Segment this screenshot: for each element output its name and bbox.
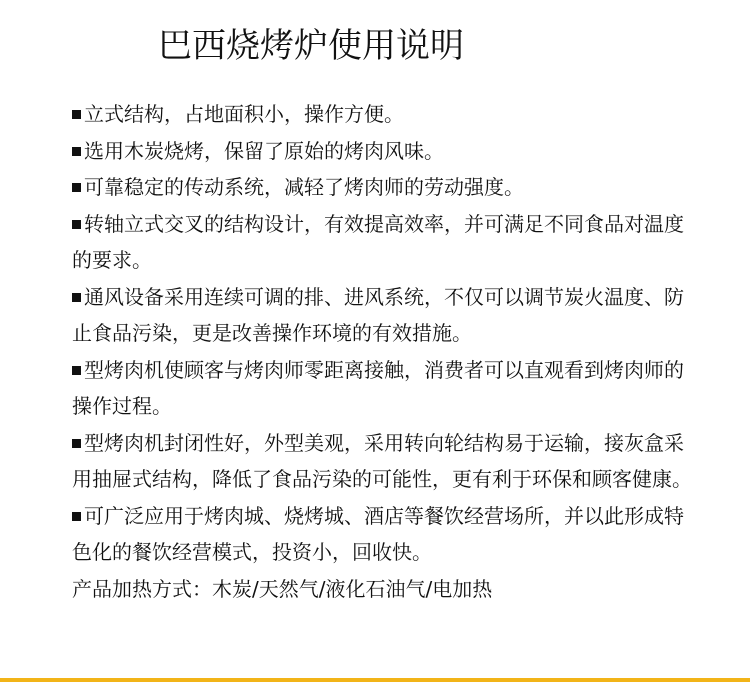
feature-item: [72, 169, 702, 206]
feature-item: [72, 425, 702, 498]
bullet-square-icon: [72, 293, 81, 302]
bullet-square-icon: [72, 147, 81, 156]
feature-item: [72, 279, 702, 352]
feature-text: 通风设备采用连续可调的排、进风系统，不仅可以调节炭火温度、防止食品污染，更是改善操作环境的有效措施。: [72, 284, 684, 345]
feature-text: 转轴立式交叉的结构设计，有效提高效率，并可满足不同食品对温度的要求。: [72, 211, 684, 272]
feature-item: [72, 133, 702, 170]
feature-list: [72, 96, 702, 571]
bullet-square-icon: [72, 110, 81, 119]
bullet-square-icon: [72, 439, 81, 448]
feature-item: [72, 96, 702, 133]
feature-item: [72, 498, 702, 571]
feature-text: 选用木炭烧烤，保留了原始的烤肉风味。: [84, 138, 444, 163]
feature-text: 型烤肉机封闭性好，外型美观，采用转向轮结构易于运输，接灰盒采用抽屉式结构，降低了食品污染的可能性，更有利于环保和顾客健康。: [72, 430, 692, 491]
bullet-square-icon: [72, 183, 81, 192]
instructions-body: [72, 96, 702, 607]
feature-item: [72, 352, 702, 425]
bullet-square-icon: [72, 220, 81, 229]
bullet-square-icon: [72, 366, 81, 375]
feature-item: [72, 206, 702, 279]
bullet-square-icon: [72, 512, 81, 521]
page-title: 巴西烧烤炉使用说明: [158, 26, 464, 66]
feature-text: 型烤肉机使顾客与烤肉师零距离接触，消费者可以直观看到烤肉师的操作过程。: [72, 357, 684, 418]
feature-text: 可广泛应用于烤肉城、烧烤城、酒店等餐饮经营场所，并以此形成特色化的餐饮经营模式，投资小，回收快。: [72, 503, 684, 564]
feature-text: 可靠稳定的传动系统，减轻了烤肉师的劳动强度。: [84, 175, 524, 199]
feature-text: 立式结构，占地面积小，操作方便。: [84, 102, 404, 126]
bottom-accent-rule: [0, 678, 750, 682]
heating-methods: 产品加热方式：木炭/天然气/液化石油气/电加热: [72, 576, 493, 601]
